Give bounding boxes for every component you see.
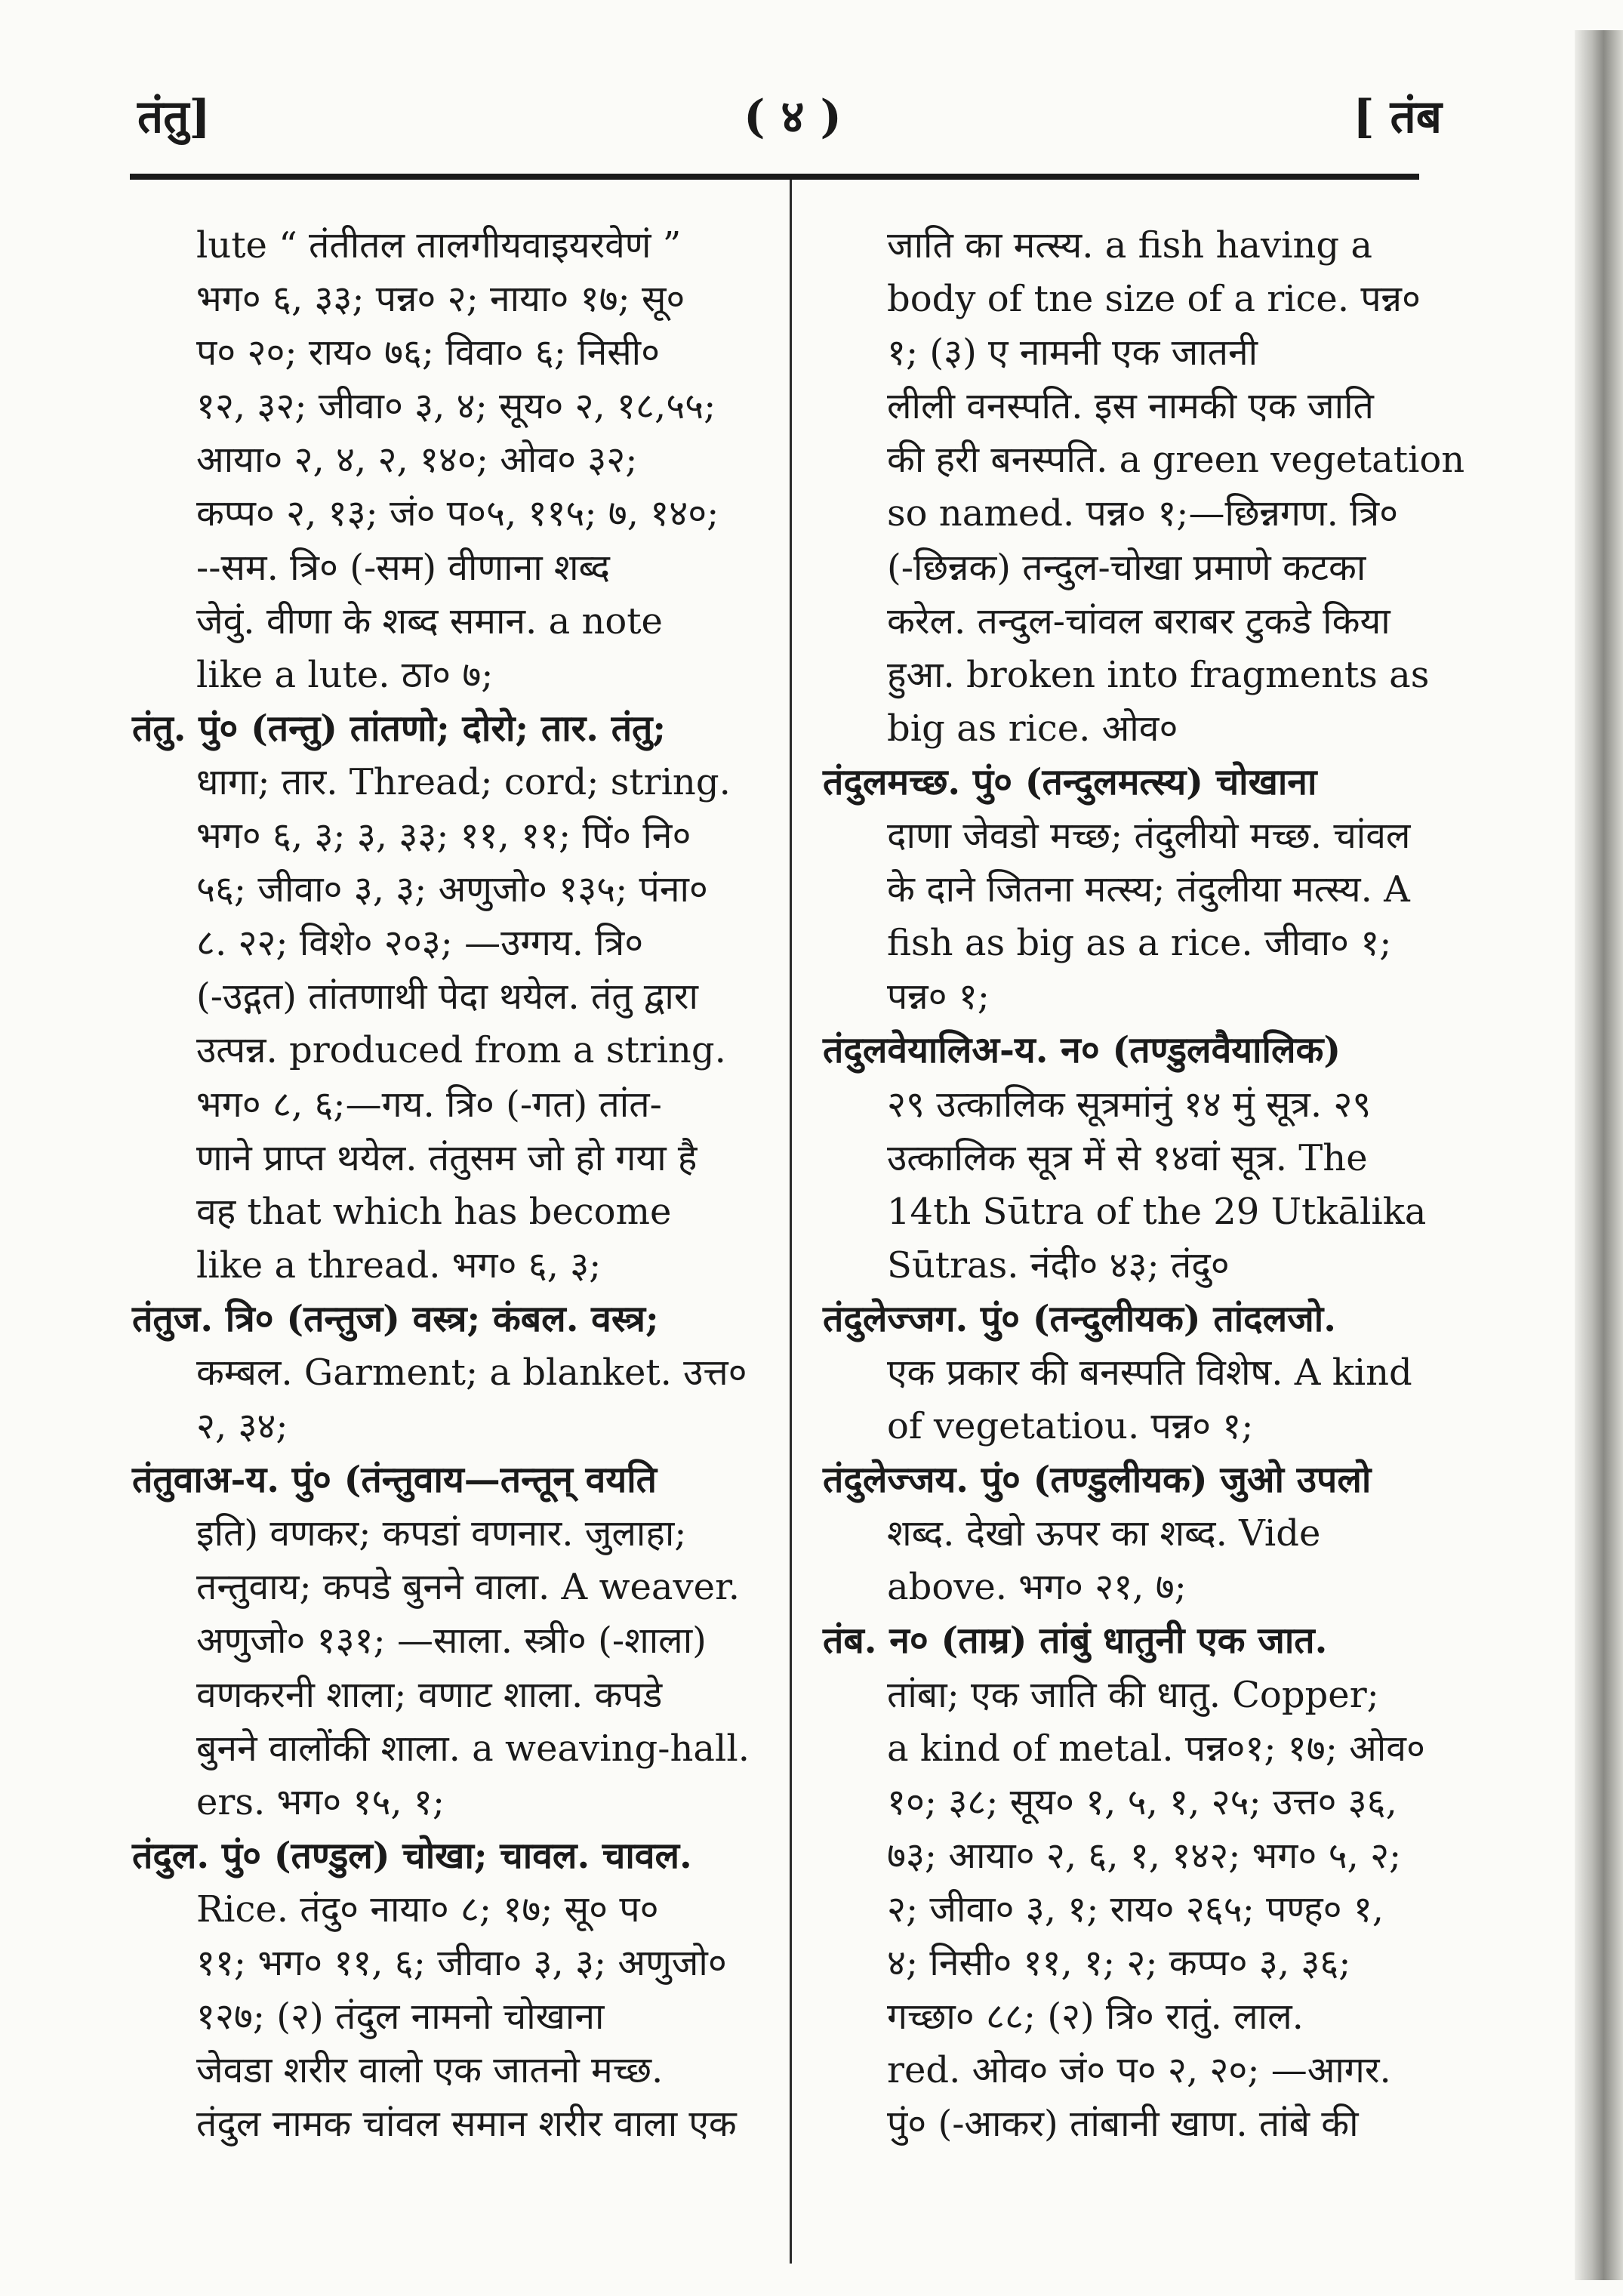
entry-text-line: fish as big as a rice. जीवा० १; [887, 922, 1392, 965]
page-edge-shadow [1575, 30, 1623, 2280]
entry-text-line: बुनने वालोंकी शाला. a weaving-hall. [196, 1727, 750, 1770]
entry-text-line: like a thread. भग० ६, ३; [196, 1244, 602, 1287]
entry-text-line: पुं० (-आकर) तांबानी खाण. तांबे की [887, 2103, 1359, 2146]
entry-text-line: जाति का मत्स्य. a fish having a [887, 224, 1372, 267]
entry-text-line: Sūtras. नंदी० ४३; तंदु० [887, 1244, 1230, 1287]
entry-text-line: तन्तुवाय; कपडे बुनने वाला. A weaver. [196, 1566, 741, 1609]
entry-text-line: जेवुं. वीणा के शब्द समान. a note [196, 599, 663, 643]
entry-text-line: हुआ. broken into fragments as [887, 653, 1430, 696]
entry-text-line: वह that which has become [196, 1190, 672, 1233]
entry-text-line: तंदुल नामक चांवल समान शरीर वाला एक [196, 2103, 737, 2146]
right-column [823, 219, 1465, 2151]
entry-text-line: प० २०; राय० ७६; विवा० ६; निसी० [196, 331, 661, 374]
entry-text-line: उत्कालिक सूत्र में से १४वां सूत्र. The [887, 1136, 1368, 1179]
entry-text-line: ११; भग० ११, ६; जीवा० ३, ३; अणुजो० [196, 1942, 727, 1984]
entry-headword-line: तंदुलेज्जग. पुं० (तन्दुलीयक) तांदलजो. [823, 1297, 1336, 1340]
entry-text-line: so named. पन्न० १;—छिन्नगण. त्रि० [887, 492, 1399, 535]
entry-text-line: like a lute. ठा० ७; [196, 653, 494, 696]
entry-text-line: शब्द. देखो ऊपर का शब्द. Vide [887, 1512, 1321, 1555]
left-column [132, 219, 759, 2151]
entry-text-line: गच्छा० ८८; (२) त्रि० रातुं. लाल. [887, 1996, 1304, 2039]
entry-text-line: उत्पन्न. produced from a string. [196, 1029, 726, 1072]
entry-text-line: अणुजो० १३१; —साला. स्त्री० (-शाला) [196, 1620, 707, 1663]
entry-text-line: लीली वनस्पति. इस नामकी एक जाति [887, 385, 1374, 428]
entry-text-line: तांबा; एक जाति की धातु. Copper; [887, 1673, 1379, 1716]
entry-text-line: जेवडा शरीर वालो एक जातनो मच्छ. [196, 2049, 664, 2092]
entry-text-line: big as rice. ओव० [887, 707, 1178, 750]
entry-text-line: २, ३४; [196, 1405, 288, 1448]
page-number: ( ४ ) [744, 91, 842, 143]
entry-text-line: भग० ६, ३; ३, ३३; ११, ११; पिं० नि० [196, 815, 691, 858]
entry-text-line: दाणा जेवडो मच्छ; तंदुलीयो मच्छ. चांवल [887, 815, 1411, 858]
entry-headword-line: तंब. न० (ताम्र) तांबुं धातुनी एक जात. [823, 1620, 1328, 1663]
entry-text-line: 14th Sūtra of the 29 Utkālika [887, 1190, 1427, 1233]
entry-text-line: २; जीवा० ३, १; राय० २६५; पण्ह० १, [887, 1888, 1384, 1931]
entry-text-line: ४; निसी० ११, १; २; कप्प० ३, ३६; [887, 1942, 1351, 1984]
entry-text-line: कम्बल. Garment; a blanket. उत्त० [196, 1351, 747, 1394]
entry-text-line: (-उद्गत) तांतणाथी पेदा थयेल. तंतु द्वारा [196, 975, 698, 1019]
header-rule [130, 174, 1419, 180]
running-head-left: तंतु] [137, 91, 211, 143]
entry-headword-line: तंदुलेज्जय. पुं० (तण्डुलीयक) जुओ उपलो [823, 1459, 1372, 1502]
entry-text-line: above. भग० २१, ७; [887, 1566, 1187, 1609]
entry-text-line: ५६; जीवा० ३, ३; अणुजो० १३५; पंना० [196, 868, 708, 911]
entry-text-line: एक प्रकार की बनस्पति विशेष. A kind [887, 1351, 1412, 1394]
entry-text-line: ers. भग० १५, १; [196, 1780, 445, 1823]
entry-text-line: of vegetatiou. पन्न० १; [887, 1405, 1254, 1448]
entry-headword-line: तंदुलवेयालिअ-य. न० (तण्डुलवैयालिक) [823, 1029, 1341, 1072]
entry-text-line: आया० २, ४, २, १४०; ओव० ३२; [196, 439, 638, 482]
entry-text-line: lute “ तंतीतल तालगीयवाइयरवेणं ” [196, 224, 682, 267]
entry-text-line: भग० ८, ६;—गय. त्रि० (-गत) तांत- [196, 1083, 662, 1126]
entry-text-line: --सम. त्रि० (-सम) वीणाना शब्द [196, 546, 611, 589]
entry-text-line: के दाने जितना मत्स्य; तंदुलीया मत्स्य. A [887, 868, 1410, 911]
entry-headword-line: तंदुल. पुं० (तण्डुल) चोखा; चावल. चावल. [132, 1834, 692, 1877]
entry-text-line: Rice. तंदु० नाया० ८; १७; सू० प० [196, 1888, 659, 1931]
entry-text-line: १२७; (२) तंदुल नामनो चोखाना [196, 1996, 605, 2039]
entry-text-line: a kind of metal. पन्न०१; १७; ओव० [887, 1727, 1425, 1770]
column-divider [790, 180, 792, 2264]
entry-text-line: भग० ६, ३३; पन्न० २; नाया० १७; सू० [196, 278, 685, 321]
entry-text-line: वणकरनी शाला; वणाट शाला. कपडे [196, 1673, 663, 1716]
entry-text-line: इति) वणकर; कपडां वणनार. जुलाहा; [196, 1512, 687, 1555]
entry-text-line: १; (३) ए नामनी एक जातनी [887, 331, 1258, 374]
entry-headword-line: तंदुलमच्छ. पुं० (तन्दुलमत्स्य) चोखाना [823, 760, 1317, 803]
entry-text-line: ७३; आया० २, ६, १, १४२; भग० ५, २; [887, 1834, 1402, 1877]
entry-text-line: १२, ३२; जीवा० ३, ४; सूय० २, १८,५५; [196, 385, 716, 428]
entry-text-line: १०; ३८; सूय० १, ५, १, २५; उत्त० ३६, [887, 1780, 1397, 1823]
entry-headword-line: तंतुवाअ-य. पुं० (तंन्तुवाय—तन्तून् वयति [132, 1459, 657, 1502]
entry-text-line: पन्न० १; [887, 975, 990, 1019]
entry-text-line: ८. २२; विशे० २०३; —उग्गय. त्रि० [196, 922, 644, 965]
entry-text-line: करेल. तन्दुल-चांवल बराबर टुकडे किया [887, 599, 1390, 643]
entry-text-line: की हरी बनस्पति. a green vegetation [887, 439, 1465, 482]
entry-text-line: धागा; तार. Thread; cord; string. [196, 760, 731, 803]
entry-headword-line: तंतुज. त्रि० (तन्तुज) वस्त्र; कंबल. वस्त्र; [132, 1297, 659, 1340]
entry-headword-line: तंतु. पुं० (तन्तु) तांतणो; दोरो; तार. तंतु; [132, 707, 667, 750]
entry-text-line: कप्प० २, १३; जं० प०५, ११५; ७, १४०; [196, 492, 719, 535]
entry-text-line: २९ उत्कालिक सूत्रमांनुं १४ मुं सूत्र. २९ [887, 1083, 1372, 1126]
entry-text-line: body of tne size of a rice. पन्न० [887, 278, 1421, 321]
entry-text-line: (-छिन्नक) तन्दुल-चोखा प्रमाणे कटका [887, 546, 1366, 589]
running-head-right: [ तंब [1353, 91, 1442, 143]
entry-text-line: णाने प्राप्त थयेल. तंतुसम जो हो गया है [196, 1136, 698, 1179]
entry-text-line: red. ओव० जं० प० २, २०; —आगर. [887, 2049, 1391, 2092]
